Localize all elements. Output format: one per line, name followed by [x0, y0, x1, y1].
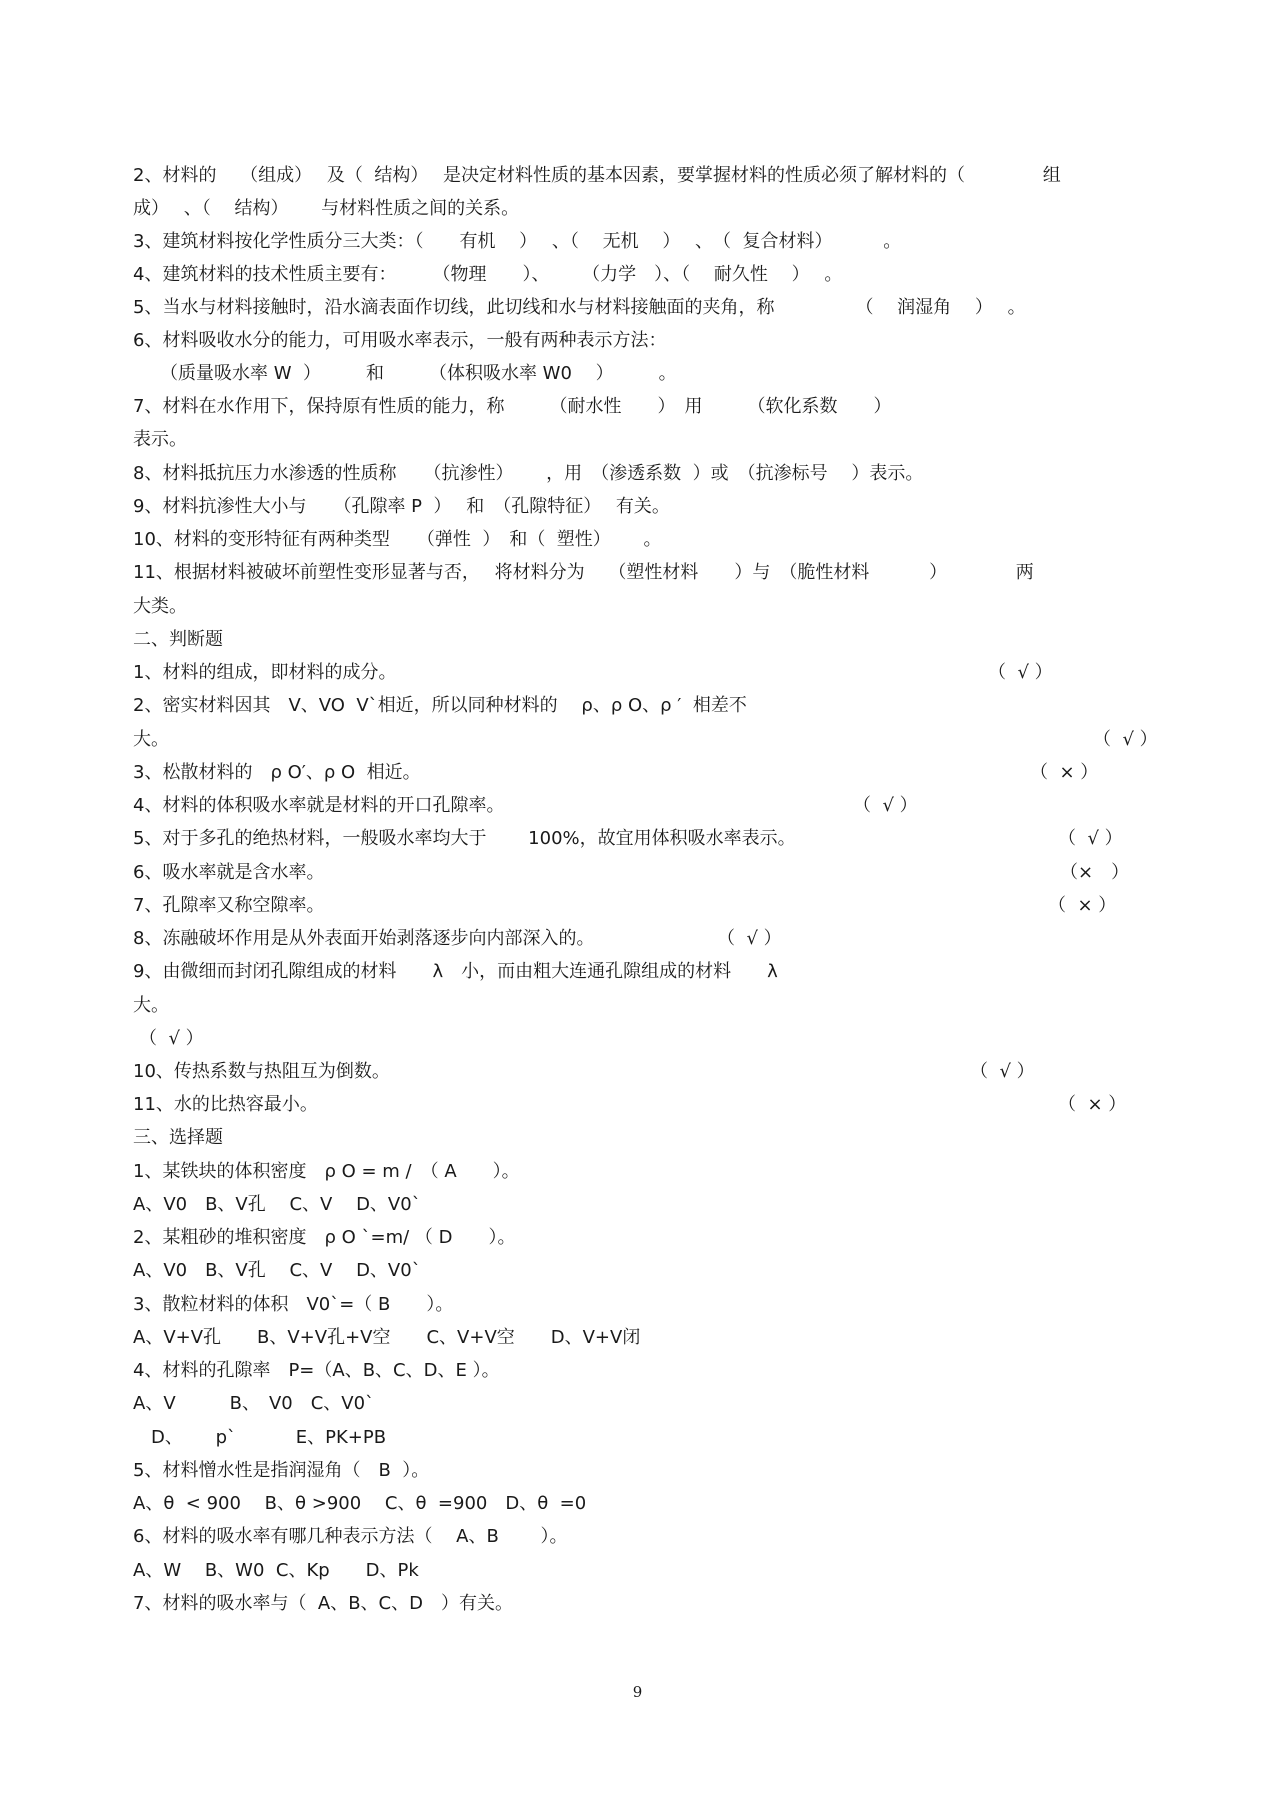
choice-3: 3、散粒材料的体积 V0`=（ B ）。 — [133, 1294, 454, 1315]
choice-3-options: A、V+V孔 B、V+V孔+V空 C、V+V空 D、V+V闭 — [133, 1327, 641, 1348]
choice-7: 7、材料的吸水率与（ A、B、C、D ）有关。 — [133, 1593, 513, 1614]
choice-4-options-1: A、V B、 V0 C、V0` — [133, 1393, 375, 1414]
judgment-8-mark: （ √ ） — [717, 928, 782, 949]
fill-q10: 10、材料的变形特征有两种类型 （弹性 ） 和（ 塑性） 。 — [133, 529, 662, 550]
choice-2-options: A、V0 B、V孔 C、V D、V0` — [133, 1260, 421, 1281]
page-number: 9 — [632, 1683, 643, 1701]
choice-1: 1、某铁块的体积密度 ρ O = m / （ A ）。 — [133, 1161, 520, 1182]
fill-q6-line1: 6、材料吸收水分的能力，可用吸水率表示，一般有两种表示方法： — [133, 330, 667, 351]
judgment-4: 4、材料的体积吸水率就是材料的开口孔隙率。 — [133, 795, 505, 816]
judgment-6-mark: （× ） — [1060, 862, 1130, 883]
fill-q5: 5、当水与材料接触时，沿水滴表面作切线，此切线和水与材料接触面的夹角，称 （ 润湿角 ） 。 — [133, 297, 1026, 318]
fill-q2-line1: 2、材料的 （组成） 及（ 结构） 是决定材料性质的基本因素，要掌握材料的性质必须了解材料的（ 组 — [133, 165, 1061, 186]
judgment-4-mark: （ √ ） — [853, 795, 918, 816]
choice-5: 5、材料憎水性是指润湿角（ B ）。 — [133, 1460, 430, 1481]
fill-q9: 9、材料抗渗性大小与 （孔隙率 P ） 和 （孔隙特征） 有关。 — [133, 496, 670, 517]
judgment-3-mark: （ × ） — [1030, 762, 1099, 783]
fill-q2-line2: 成） 、（ 结构） 与材料性质之间的关系。 — [133, 198, 520, 219]
judgment-1: 1、材料的组成，即材料的成分。 — [133, 662, 397, 683]
fill-q8: 8、材料抵抗压力水渗透的性质称 （抗渗性） ，用 （渗透系数 ）或 （抗渗标号 ）表示。 — [133, 463, 924, 484]
judgment-5-mark: （ √ ） — [1058, 828, 1123, 849]
judgment-9-line2: 大。 — [133, 995, 169, 1016]
judgment-3: 3、松散材料的 ρ O′、ρ O 相近。 — [133, 762, 421, 783]
choice-4-options-2: D、 p` E、PK+PB — [133, 1427, 387, 1448]
fill-q4: 4、建筑材料的技术性质主要有： （物理 ）、 （力学 ）、（ 耐久性 ） 。 — [133, 264, 843, 285]
judgment-7: 7、孔隙率又称空隙率。 — [133, 895, 325, 916]
choice-6-options: A、W B、W0 C、Kp D、Pk — [133, 1560, 419, 1581]
fill-q6-line2: （质量吸水率 W ） 和 （体积吸水率 W0 ） 。 — [133, 363, 677, 384]
judgment-2-line2: 大。 — [133, 729, 169, 750]
judgment-9-line1: 9、由微细而封闭孔隙组成的材料 λ 小，而由粗大连通孔隙组成的材料 λ — [133, 961, 778, 982]
choice-5-options: A、θ < 900 B、θ >900 C、θ =900 D、θ =0 — [133, 1493, 587, 1514]
judgment-1-mark: （ √ ） — [988, 662, 1053, 683]
judgment-6: 6、吸水率就是含水率。 — [133, 862, 325, 883]
judgment-7-mark: （ × ） — [1048, 895, 1117, 916]
judgment-8: 8、冻融破坏作用是从外表面开始剥落逐步向内部深入的。 — [133, 928, 595, 949]
fill-q11-line2: 大类。 — [133, 596, 187, 617]
fill-q11-line1: 11、根据材料被破坏前塑性变形显著与否， 将材料分为 （塑性材料 ）与 （脆性材料 ） 两 — [133, 562, 1034, 583]
judgment-heading: 二、判断题 — [133, 629, 223, 650]
choice-6: 6、材料的吸水率有哪几种表示方法（ A、B ）。 — [133, 1526, 568, 1547]
judgment-11-mark: （ × ） — [1058, 1094, 1127, 1115]
choice-1-options: A、V0 B、V孔 C、V D、V0` — [133, 1194, 421, 1215]
judgment-9-mark: （ √ ） — [139, 1028, 204, 1049]
judgment-2-line1: 2、密实材料因其 V、VO V`相近，所以同种材料的 ρ、ρ O、ρ ′ 相差不 — [133, 695, 747, 716]
fill-q7-line2: 表示。 — [133, 429, 187, 450]
judgment-10-mark: （ √ ） — [970, 1061, 1035, 1082]
choice-heading: 三、选择题 — [133, 1127, 223, 1148]
choice-4: 4、材料的孔隙率 P=（A、B、C、D、E ）。 — [133, 1360, 500, 1381]
judgment-11: 11、水的比热容最小。 — [133, 1094, 318, 1115]
judgment-2-mark: （ √ ） — [1093, 729, 1158, 750]
fill-q3: 3、建筑材料按化学性质分三大类：（ 有机 ） 、（ 无机 ） 、 （ 复合材料） 。 — [133, 231, 902, 252]
judgment-10: 10、传热系数与热阻互为倒数。 — [133, 1061, 390, 1082]
choice-2: 2、某粗砂的堆积密度 ρ O `=m/ （ D ）。 — [133, 1227, 516, 1248]
fill-q7-line1: 7、材料在水作用下，保持原有性质的能力，称 （耐水性 ） 用 （软化系数 ） — [133, 396, 892, 417]
judgment-5: 5、对于多孔的绝热材料，一般吸水率均大于 100%，故宜用体积吸水率表示。 — [133, 828, 796, 849]
